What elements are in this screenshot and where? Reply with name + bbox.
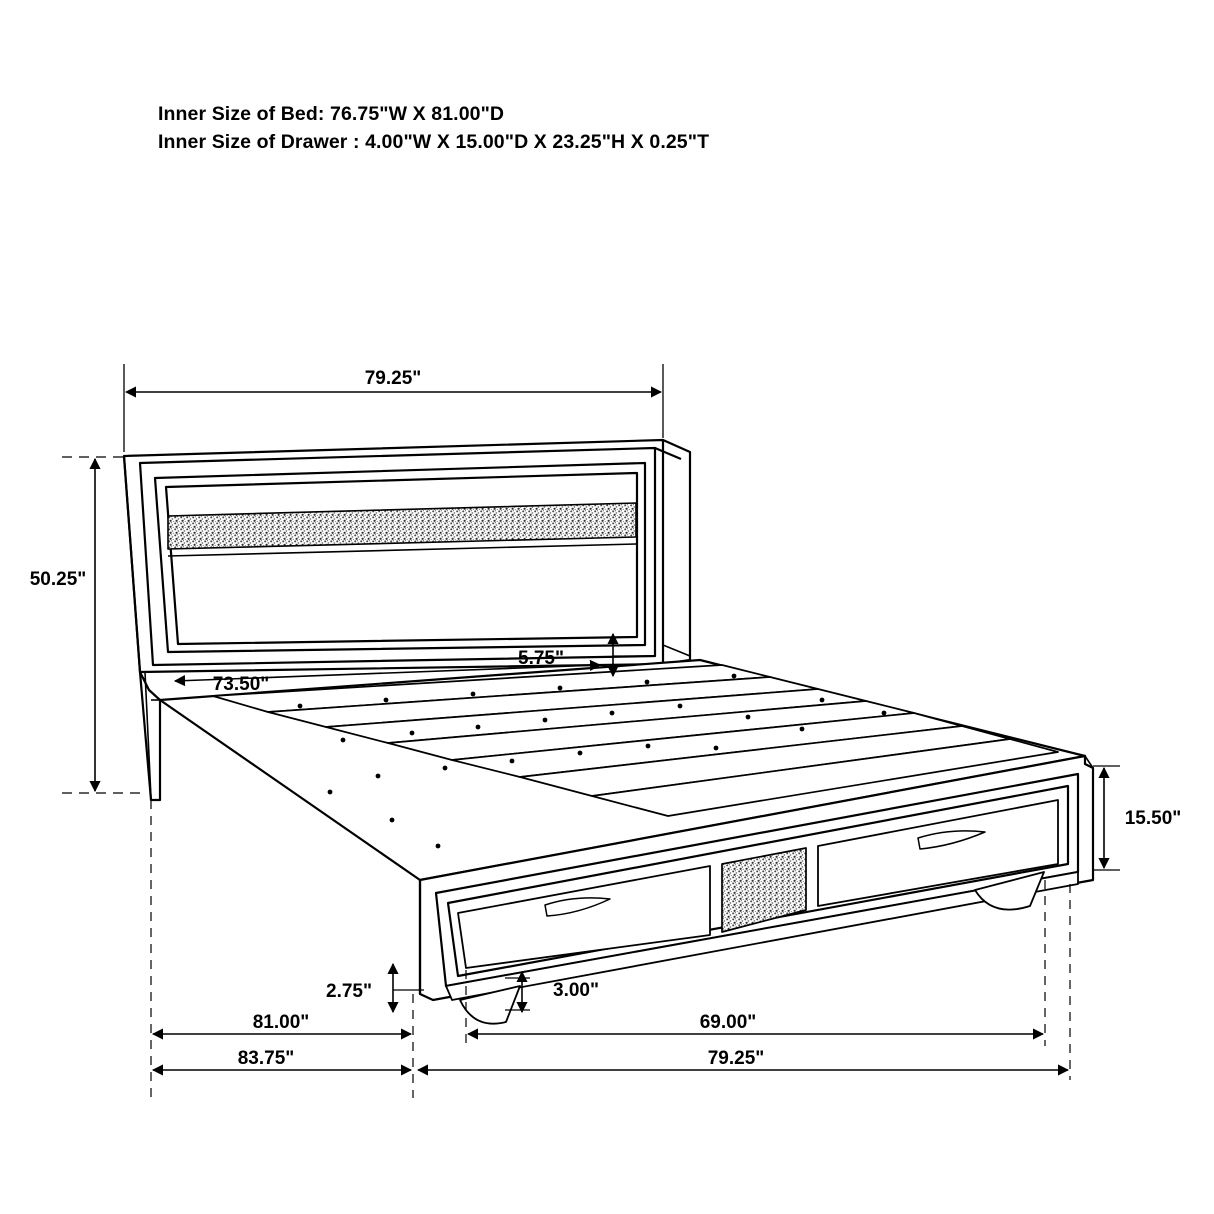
inner-size-drawer-note: Inner Size of Drawer : 4.00"W X 15.00"D X 23.25"H X 0.25"T	[158, 131, 710, 153]
dim-rail-clearance	[326, 964, 424, 1012]
dim-bed-depth-inner	[153, 1012, 411, 1034]
dim-label-footboard-width: 79.25"	[707, 1048, 765, 1069]
dim-footboard-inner-width	[468, 1012, 1043, 1034]
dim-label-bed-depth-overall: 83.75"	[237, 1048, 295, 1069]
dim-footboard-width	[418, 1048, 1068, 1070]
dim-label-footboard-inner-width: 69.00"	[699, 1012, 757, 1033]
left-side-rail	[140, 672, 160, 800]
dim-bed-depth-overall	[153, 1048, 411, 1070]
headboard	[124, 440, 690, 672]
dim-label-headboard-inner-width: 73.50"	[212, 674, 270, 695]
inner-size-bed-note: Inner Size of Bed: 76.75"W X 81.00"D	[158, 103, 505, 125]
dim-label-rail-clearance: 2.75"	[326, 981, 372, 1002]
dim-label-bed-depth-inner: 81.00"	[252, 1012, 310, 1033]
bed-illustration	[124, 440, 1093, 1024]
dim-label-headboard-width: 79.25"	[364, 368, 422, 389]
dim-label-headboard-ledge-height: 5.75"	[518, 648, 564, 669]
dim-label-overall-height: 50.25"	[29, 569, 87, 590]
dim-footboard-height	[1093, 766, 1181, 870]
dim-headboard-width	[124, 364, 663, 452]
dim-label-floor-clearance: 3.00"	[553, 980, 599, 1001]
dim-label-footboard-height: 15.50"	[1124, 808, 1182, 829]
